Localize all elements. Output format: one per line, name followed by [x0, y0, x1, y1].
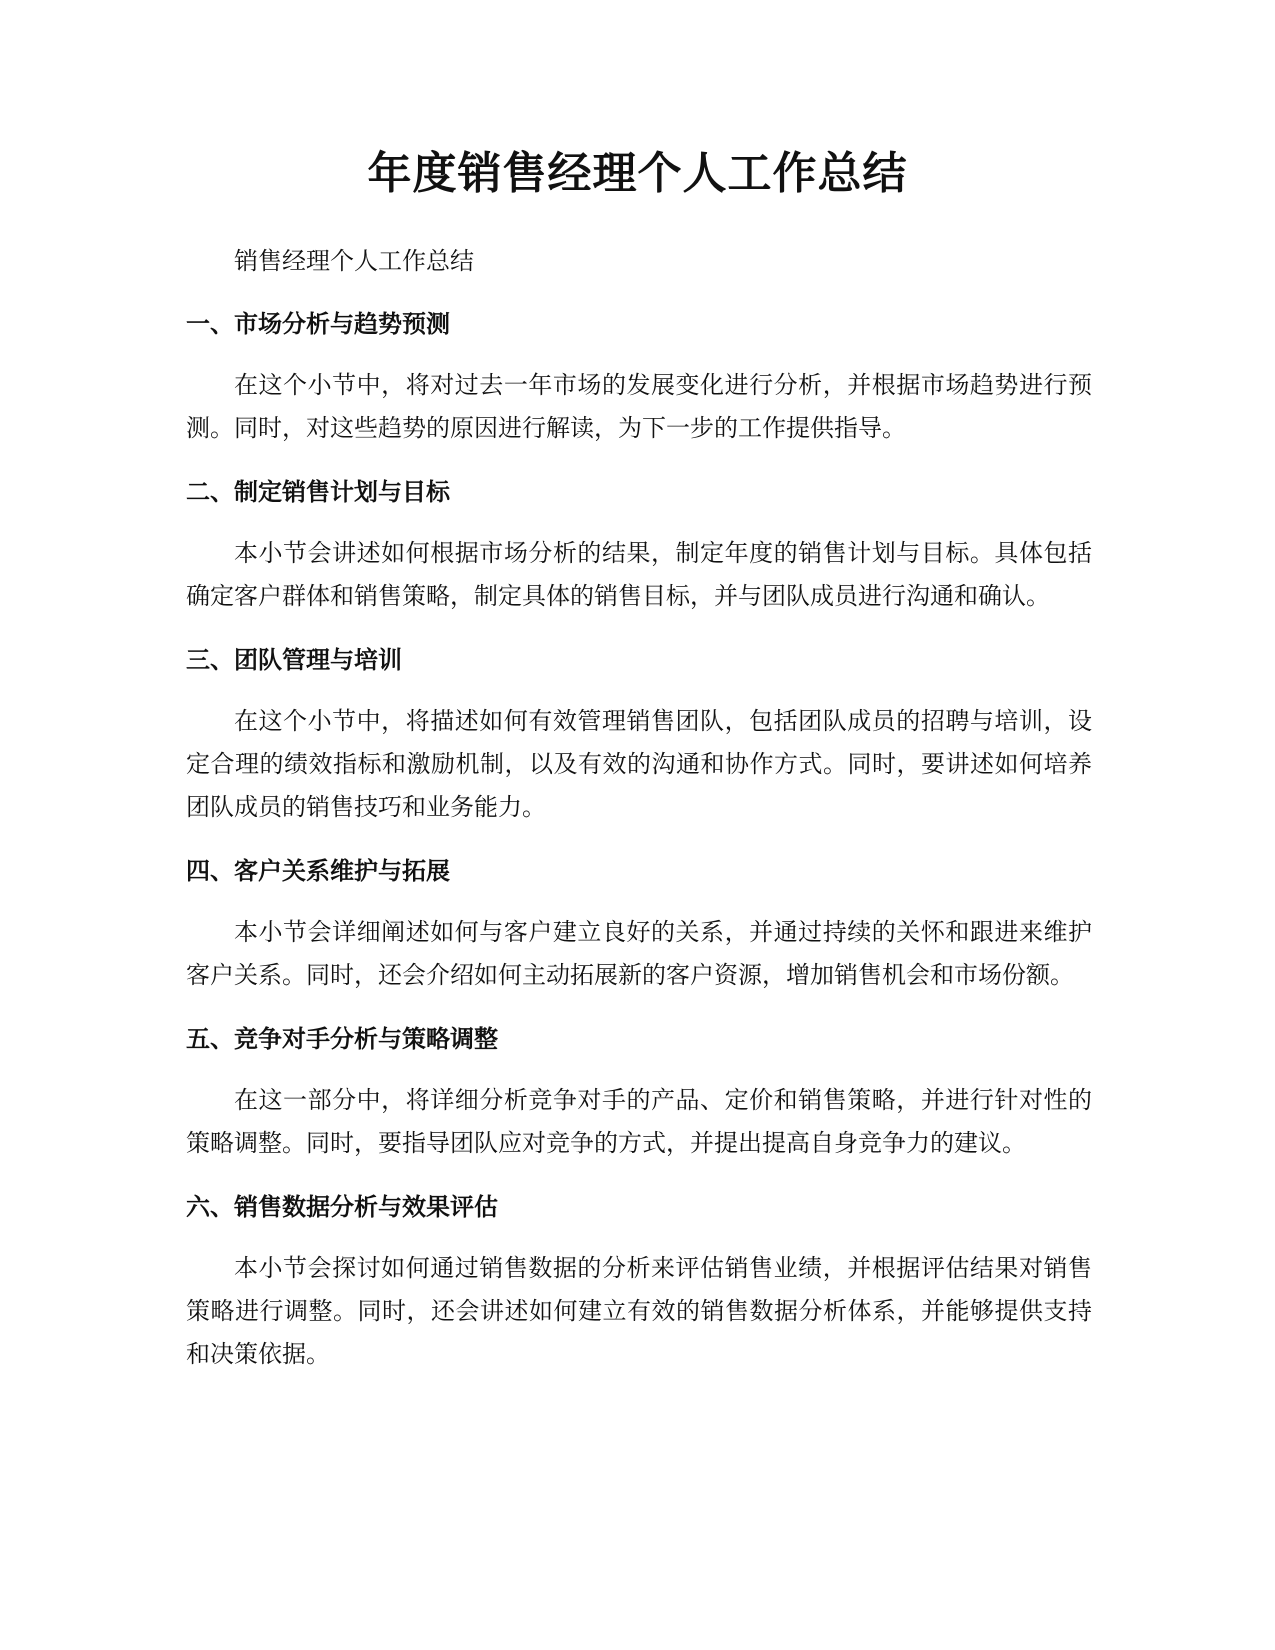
- section-heading: 二、制定销售计划与目标: [186, 478, 450, 506]
- section-body: 在这个小节中，将描述如何有效管理销售团队，包括团队成员的招聘与培训，设定合理的绩效指标和激励机制，以及有效的沟通和协作方式。同时，要讲述如何培养团队成员的销售技巧和业务能力。: [186, 707, 1092, 821]
- section-body: 本小节会探讨如何通过销售数据的分析来评估销售业绩，并根据评估结果对销售策略进行调整。同时，还会讲述如何建立有效的销售数据分析体系，并能够提供支持和决策依据。: [186, 1254, 1092, 1368]
- section-heading: 六、销售数据分析与效果评估: [186, 1193, 498, 1221]
- section-heading: 四、客户关系维护与拓展: [186, 857, 450, 885]
- section-body: 本小节会讲述如何根据市场分析的结果，制定年度的销售计划与目标。具体包括确定客户群体和销售策略，制定具体的销售目标，并与团队成员进行沟通和确认。: [186, 539, 1092, 610]
- section-heading: 一、市场分析与趋势预测: [186, 310, 450, 338]
- section-body: 在这一部分中，将详细分析竞争对手的产品、定价和销售策略，并进行针对性的策略调整。同时，要指导团队应对竞争的方式，并提出提高自身竞争力的建议。: [186, 1086, 1092, 1157]
- section-heading: 三、团队管理与培训: [186, 646, 402, 674]
- section-body: 本小节会详细阐述如何与客户建立良好的关系，并通过持续的关怀和跟进来维护客户关系。同时，还会介绍如何主动拓展新的客户资源，增加销售机会和市场份额。: [186, 918, 1092, 989]
- section-heading: 五、竞争对手分析与策略调整: [186, 1025, 498, 1053]
- document-subtitle: 销售经理个人工作总结: [234, 247, 474, 275]
- section-body: 在这个小节中，将对过去一年市场的发展变化进行分析，并根据市场趋势进行预测。同时，对这些趋势的原因进行解读，为下一步的工作提供指导。: [186, 371, 1092, 442]
- document-title: 年度销售经理个人工作总结: [367, 148, 908, 199]
- document-content: [186, 240, 1092, 1400]
